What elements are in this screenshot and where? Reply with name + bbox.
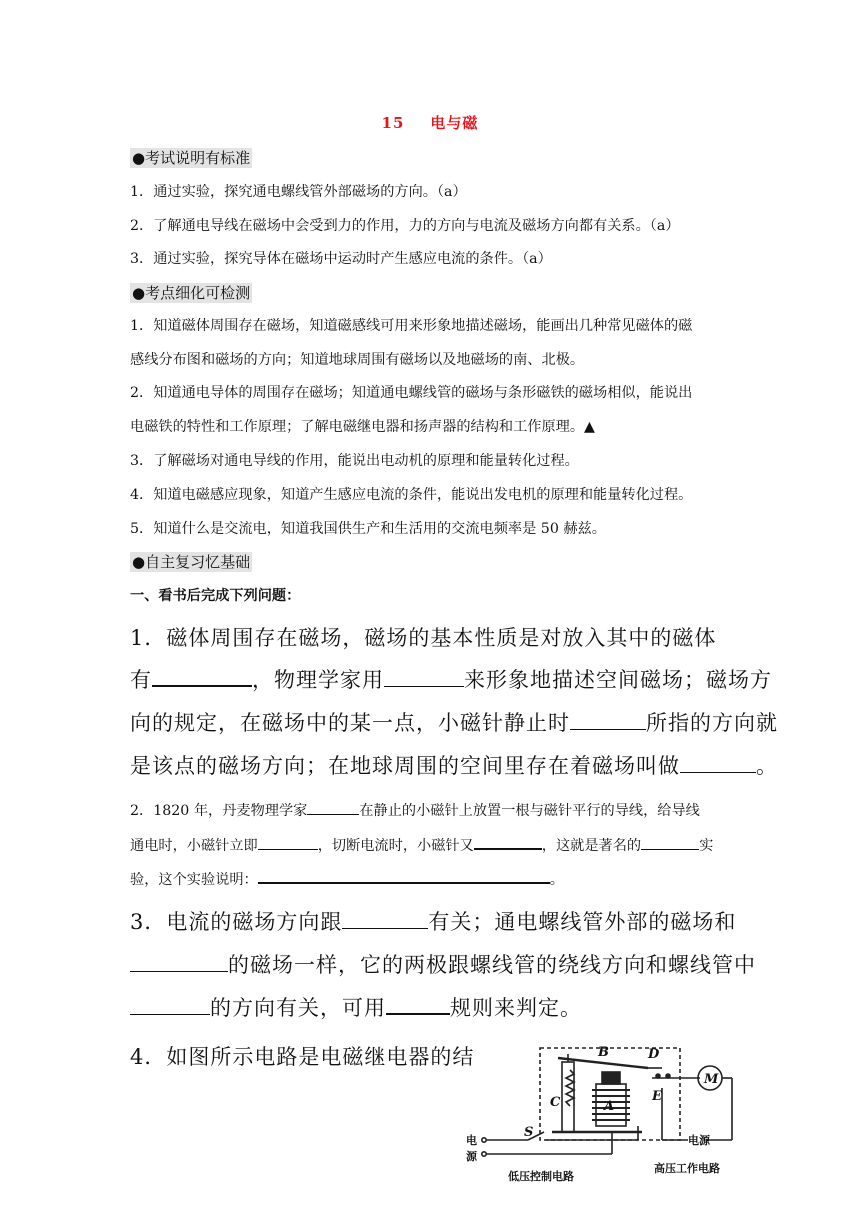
checkpoint-line: 2．知道通电导体的周围存在磁场；知道通电螺线管的磁场与条形磁铁的磁场相似，能说出	[130, 385, 693, 401]
answer-blank[interactable]	[342, 907, 428, 929]
answer-blank[interactable]	[386, 992, 450, 1015]
q2-line-2: 通电时，小磁针立即 ，切断电流时，小磁针又 ，这就是著名的 实	[130, 834, 713, 855]
section-checkpoints: ●考点细化可检测	[132, 284, 251, 302]
checkpoint-line: 5．知道什么是交流电，知道我国供生产和生活用的交流电频率是 50 赫兹。	[130, 521, 606, 537]
standard-item: 1．通过实验，探究通电螺线管外部磁场的方向。（a）	[130, 184, 467, 200]
label-m: M	[704, 1072, 719, 1087]
label-source-left-2: 源	[466, 1150, 477, 1163]
page-title	[0, 112, 860, 133]
standard-item: 2．了解通电导线在磁场中会受到力的作用，力的方向与电流及磁场方向都有关系。（a）	[130, 218, 680, 234]
label-d: D	[648, 1047, 660, 1062]
section-standard: ●考试说明有标准	[132, 149, 251, 167]
answer-blank[interactable]	[258, 868, 550, 884]
answer-blank[interactable]	[474, 834, 542, 850]
checkpoint-line: 4．知道电磁感应现象，知道产生感应电流的条件，能说出发电机的原理和能量转化过程。	[130, 487, 693, 503]
checkpoint-line: 1．知道磁体周围存在磁场，知道磁感线可用来形象地描述磁场，能画出几种常见磁体的磁	[130, 318, 693, 334]
chapter-number: 15	[381, 114, 405, 132]
part-heading: 一、看书后完成下列问题：	[130, 588, 301, 604]
q1-line-1: 1．磁体周围存在磁场，磁场的基本性质是对放入其中的磁体	[130, 626, 717, 650]
answer-blank[interactable]	[680, 751, 756, 773]
checkpoint-line: 3．了解磁场对通电导线的作用，能说出电动机的原理和能量转化过程。	[130, 453, 579, 469]
label-e: E	[652, 1089, 662, 1104]
answer-blank[interactable]	[258, 835, 318, 850]
q1-line-3: 向的规定，在磁场中的某一点，小磁针静止时 所指的方向就	[130, 707, 778, 737]
label-source-left-1: 电	[466, 1134, 477, 1147]
label-b: B	[598, 1045, 609, 1060]
chapter-title: 电与磁	[430, 114, 479, 132]
standard-item: 3．通过实验，探究导体在磁场中运动时产生感应电流的条件。（a）	[130, 251, 552, 267]
relay-circuit-diagram	[462, 1040, 742, 1200]
answer-blank[interactable]	[384, 665, 464, 687]
answer-blank[interactable]	[307, 800, 359, 815]
q2-line-1: 2．1820 年，丹麦物理学家 在静止的小磁针上放置一根与磁针平行的导线，给导线	[130, 800, 700, 820]
label-high-voltage: 高压工作电路	[654, 1162, 720, 1175]
answer-blank[interactable]	[130, 993, 210, 1015]
answer-blank[interactable]	[152, 664, 252, 687]
q2-line-3: 验，这个实验说明： 。	[130, 868, 564, 889]
q4-line-1: 4．如图所示电路是电磁继电器的结	[130, 1045, 475, 1069]
q1-line-4: 是该点的磁场方向；在地球周围的空间里存在着磁场叫做 。	[130, 750, 778, 780]
label-c: C	[550, 1095, 561, 1110]
label-s: S	[524, 1125, 534, 1140]
label-a: A	[604, 1099, 615, 1114]
label-source-right: 电源	[688, 1134, 710, 1147]
iron-core-top	[602, 1072, 620, 1084]
answer-blank[interactable]	[570, 708, 646, 730]
label-low-voltage: 低压控制电路	[508, 1170, 574, 1183]
q1-line-2: 有 ，物理学家用 来形象地描述空间磁场；磁场方	[130, 664, 772, 694]
q3-line-2: 的磁场一样，它的两极跟螺线管的绕线方向和螺线管中	[130, 949, 756, 979]
q3-line-3: 的方向有关，可用 规则来判定。	[130, 992, 582, 1022]
checkpoint-line: 感线分布图和磁场的方向；知道地球周围有磁场以及地磁场的南、北极。	[130, 352, 585, 368]
checkpoint-line: 电磁铁的特性和工作原理；了解电磁继电器和扬声器的结构和工作原理。▲	[130, 419, 595, 435]
q3-line-1: 3．电流的磁场方向跟 有关；通电螺线管外部的磁场和	[130, 906, 736, 936]
answer-blank[interactable]	[130, 950, 228, 972]
spring	[566, 1070, 574, 1106]
section-review: ●自主复习忆基础	[132, 553, 251, 571]
answer-blank[interactable]	[641, 835, 699, 850]
